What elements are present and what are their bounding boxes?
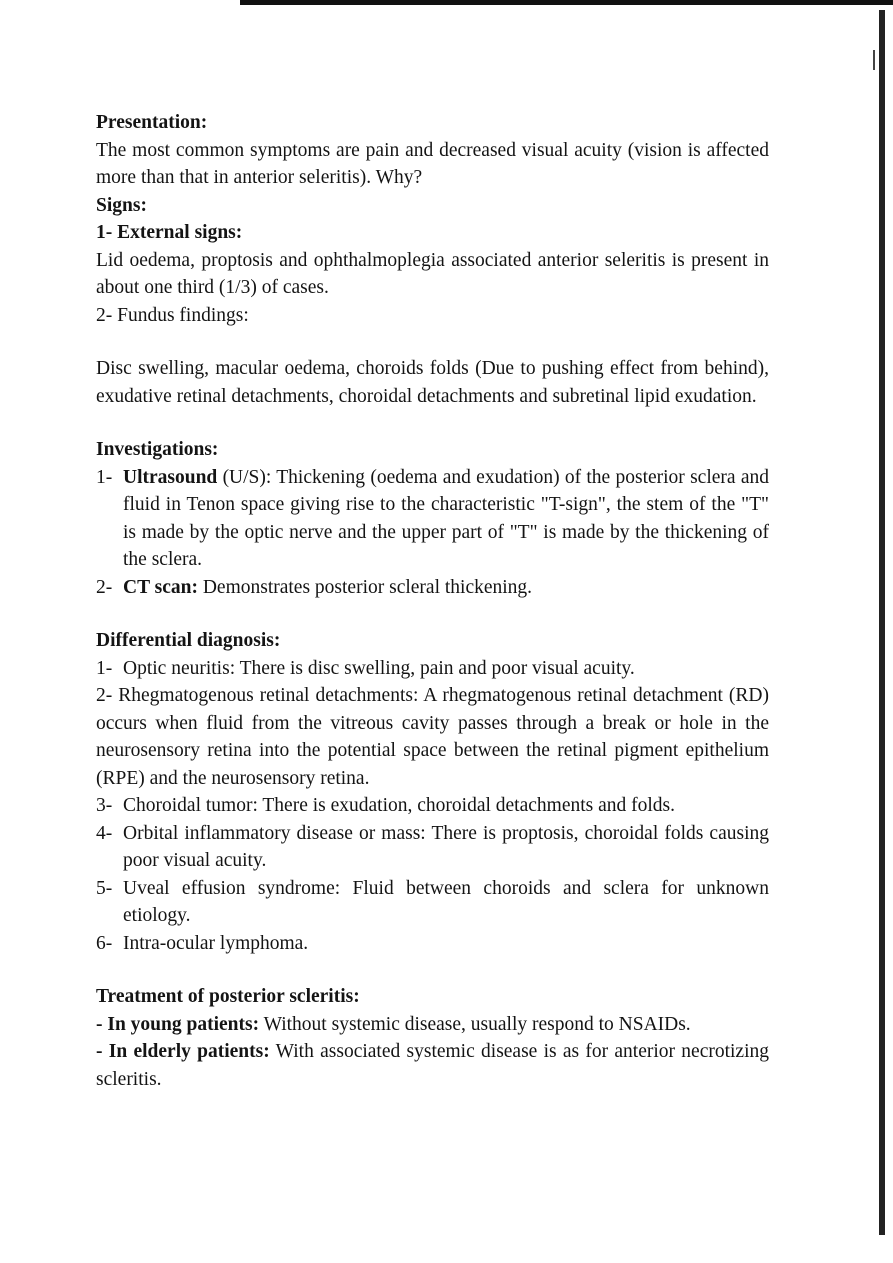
presentation-heading: Presentation: xyxy=(96,112,208,133)
list-item xyxy=(96,792,769,820)
item-title: CT scan: xyxy=(123,576,198,598)
treatment-young-label: - In young patients: xyxy=(96,1013,260,1035)
list-text: Choroidal tumor: There is exudation, choroidal detachments and folds. xyxy=(123,795,676,816)
list-number: 6- xyxy=(96,932,113,954)
spacer xyxy=(96,329,769,355)
treatment-elderly-text: With associated systemic disease is as for anterior necrotizing scleritis. xyxy=(96,1041,770,1090)
spacer xyxy=(96,410,769,436)
list-text: Orbital inflammatory disease or mass: There is proptosis, choroidal folds causing poor visual acuity. xyxy=(123,822,769,871)
item-title: Ultrasound xyxy=(123,466,218,488)
list-item xyxy=(96,930,769,958)
list-number: 5- xyxy=(96,877,113,899)
presentation-text: The most common symptoms are pain and decreased visual acuity (vision is affected more than that in anterior seleritis). Why? xyxy=(96,139,769,188)
list-number: 3- xyxy=(96,795,113,816)
fundus-findings-text: Disc swelling, macular oedema, choroids folds (Due to pushing effect from behind), exudative retinal detachments, choroidal detachments and subretinal lipid exudation. xyxy=(96,358,769,407)
list-number: 2- xyxy=(96,685,113,706)
list-text: Uveal effusion syndrome: Fluid between choroids and sclera for unknown etiology. xyxy=(123,877,769,926)
list-item xyxy=(96,820,769,875)
treatment-elderly xyxy=(96,1038,769,1093)
treatment-heading: Treatment of posterior scleritis: xyxy=(96,986,360,1007)
list-text: Rhegmatogenous retinal detachments: A rhegmatogenous retinal detachment (RD) occurs when fluid from the vitreous cavity passes through a break or hole in the neurosensory retina into the potential space between the retinal pigment epithelium (RPE) and the neurosensory retina. xyxy=(96,685,769,789)
spacer xyxy=(96,957,769,983)
scan-edge-right xyxy=(879,10,885,1235)
document-page xyxy=(96,109,769,1093)
treatment-young xyxy=(96,1011,769,1039)
item-rest: Demonstrates posterior scleral thickening. xyxy=(197,576,533,598)
differential-heading: Differential diagnosis: xyxy=(96,630,281,651)
list-text: Optic neuritis: There is disc swelling, pain and poor visual acuity. xyxy=(123,657,635,679)
list-item xyxy=(96,464,769,574)
list-item xyxy=(96,574,769,602)
treatment-elderly-label: - In elderly patients: xyxy=(96,1041,270,1062)
list-item xyxy=(96,655,769,683)
list-number: 1- xyxy=(96,657,113,679)
investigations-heading: Investigations: xyxy=(96,439,219,460)
scan-mark xyxy=(873,50,875,70)
item-rest: (U/S): Thickening (oedema and exudation) of the posterior sclera and fluid in Tenon space giving rise to the characteristic "T-sign", the stem of the "T" is made by the optic nerve and the upper part of "T" is made by the thickening of the sclera. xyxy=(123,466,769,570)
list-text: Intra-ocular lymphoma. xyxy=(123,932,309,954)
treatment-young-text: Without systemic disease, usually respond to NSAIDs. xyxy=(259,1013,691,1035)
list-number: 1- xyxy=(96,466,113,488)
external-signs-heading: 1- External signs: xyxy=(96,222,243,243)
spacer xyxy=(96,601,769,627)
list-item-unindented xyxy=(96,682,769,792)
list-item xyxy=(96,875,769,930)
external-signs-text: Lid oedema, proptosis and ophthalmoplegia associated anterior seleritis is present in about one third (1/3) of cases. xyxy=(96,249,769,298)
list-number: 4- xyxy=(96,822,113,844)
list-number: 2- xyxy=(96,576,113,598)
list-text xyxy=(123,464,769,574)
list-text xyxy=(123,574,769,602)
signs-heading: Signs: xyxy=(96,194,147,216)
scan-edge-top xyxy=(240,0,893,5)
fundus-findings-heading: 2- Fundus findings: xyxy=(96,304,249,326)
